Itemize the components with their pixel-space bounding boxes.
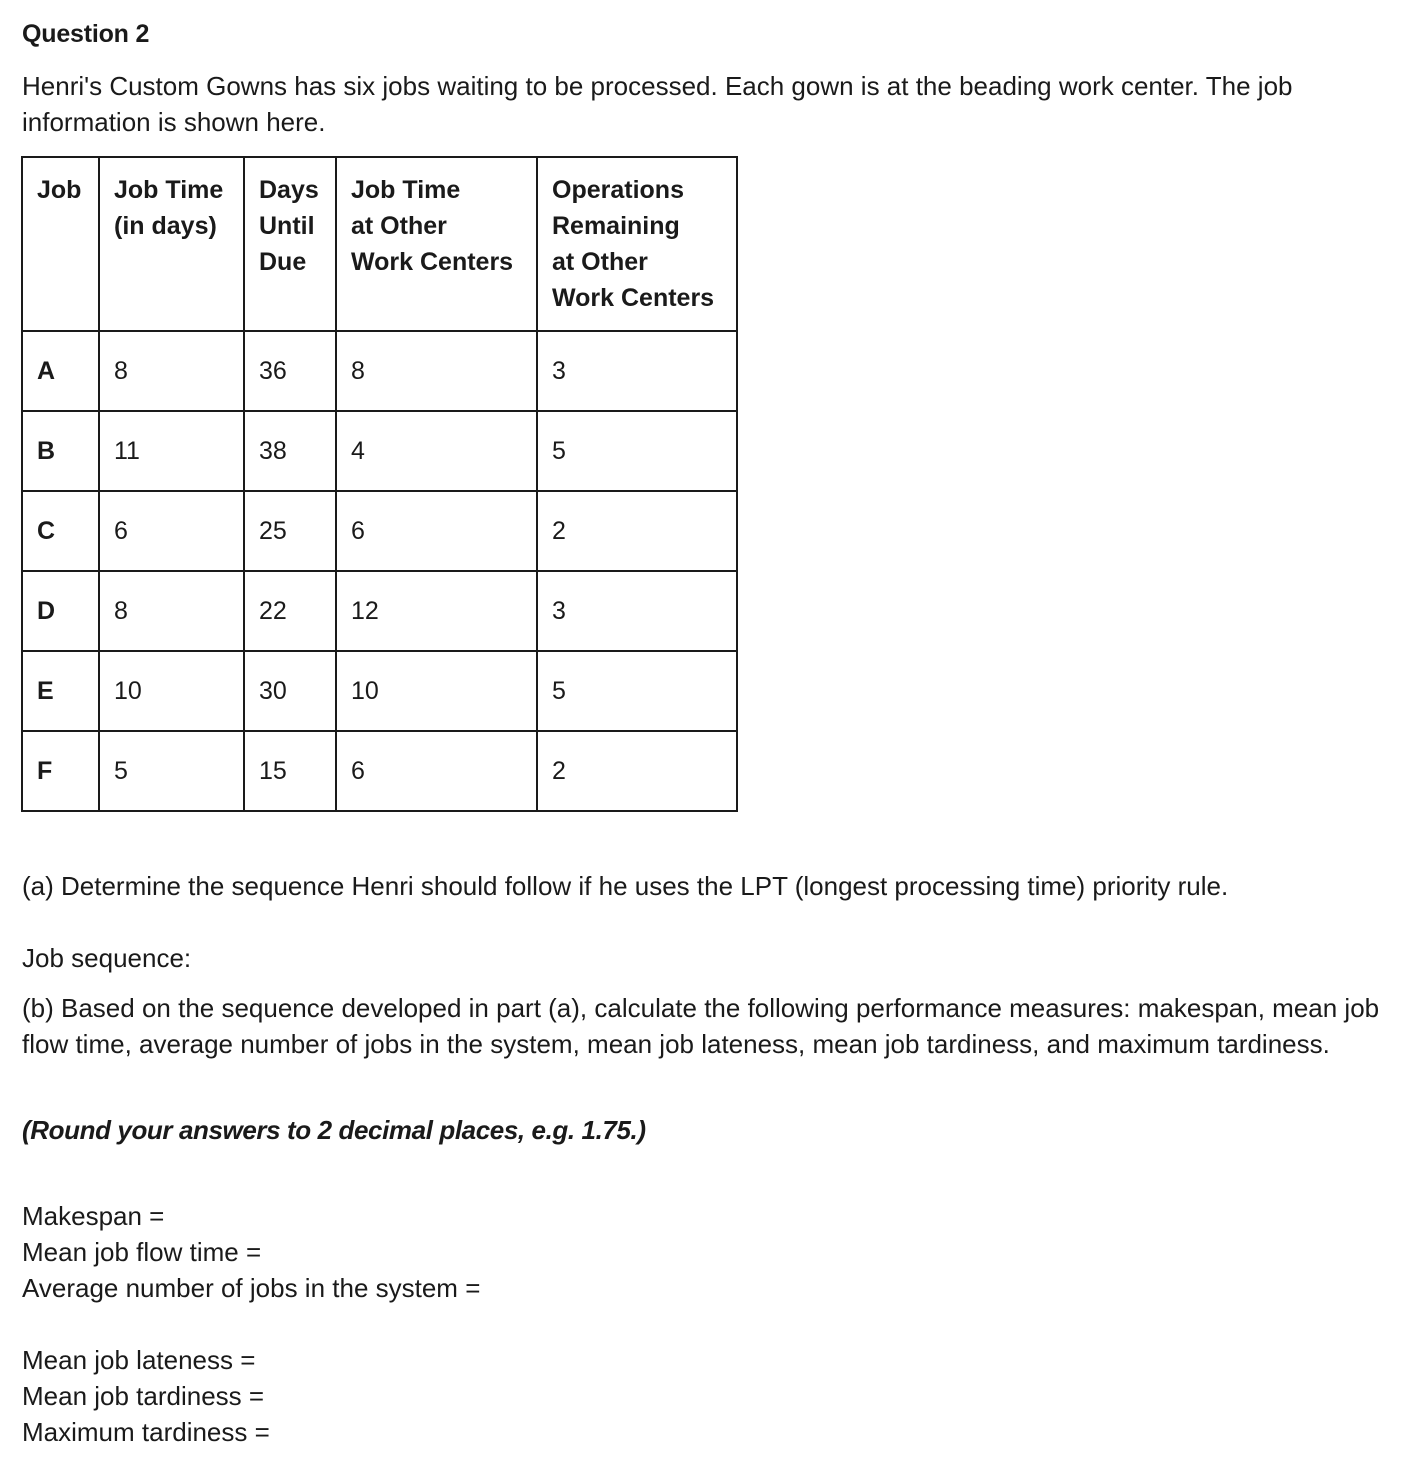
cell-job-time: 5: [99, 731, 244, 811]
part-a-prompt: (a) Determine the sequence Henri should follow if he uses the LPT (longest processing time) priority rule.: [22, 871, 1229, 901]
header-job-time: Job Time (in days): [99, 157, 244, 331]
cell-job-time: 8: [99, 331, 244, 411]
table-row: [22, 411, 737, 491]
cell-other-time: 6: [336, 731, 537, 811]
cell-days-until-due: 15: [244, 731, 336, 811]
cell-other-time: 4: [336, 411, 537, 491]
mean-tardiness-label: Mean job tardiness =: [22, 1381, 265, 1411]
header-job: Job: [22, 157, 99, 331]
cell-days-until-due: 38: [244, 411, 336, 491]
cell-job-time: 11: [99, 411, 244, 491]
cell-job: A: [22, 331, 99, 411]
makespan-label: Makespan =: [22, 1201, 165, 1231]
cell-operations-remaining: 5: [537, 411, 737, 491]
mean-flow-time-label: Mean job flow time =: [22, 1237, 262, 1267]
cell-operations-remaining: 5: [537, 651, 737, 731]
cell-job: D: [22, 571, 99, 651]
cell-operations-remaining: 2: [537, 731, 737, 811]
question-title: Question 2: [22, 20, 150, 48]
cell-job: B: [22, 411, 99, 491]
table-row: [22, 331, 737, 411]
rounding-instruction: (Round your answers to 2 decimal places, e.g. 1.75.): [22, 1115, 646, 1145]
cell-other-time: 12: [336, 571, 537, 651]
header-job-time-other-centers: Job Time at Other Work Centers: [336, 157, 537, 331]
cell-job: C: [22, 491, 99, 571]
mean-lateness-label: Mean job lateness =: [22, 1345, 256, 1375]
cell-job-time: 6: [99, 491, 244, 571]
cell-job-time: 10: [99, 651, 244, 731]
header-operations-remaining: Operations Remaining at Other Work Centers: [537, 157, 737, 331]
cell-days-until-due: 22: [244, 571, 336, 651]
part-b-prompt: (b) Based on the sequence developed in part (a), calculate the following performance measures: makespan, mean job flow time, average number of jobs in the system, mean job lateness, mean job tardiness, and maximum tardiness.: [22, 993, 1380, 1059]
cell-other-time: 6: [336, 491, 537, 571]
job-sequence-label: Job sequence:: [22, 943, 192, 973]
cell-job: F: [22, 731, 99, 811]
table-row: [22, 571, 737, 651]
cell-job: E: [22, 651, 99, 731]
average-jobs-label: Average number of jobs in the system =: [22, 1273, 481, 1303]
cell-operations-remaining: 2: [537, 491, 737, 571]
header-days-until-due: Days Until Due: [244, 157, 336, 331]
cell-job-time: 8: [99, 571, 244, 651]
cell-operations-remaining: 3: [537, 571, 737, 651]
cell-days-until-due: 36: [244, 331, 336, 411]
measures-group-flow: [22, 1198, 480, 1306]
max-tardiness-label: Maximum tardiness =: [22, 1417, 270, 1447]
cell-other-time: 10: [336, 651, 537, 731]
cell-days-until-due: 25: [244, 491, 336, 571]
table-row: [22, 731, 737, 811]
table-header-row: [22, 157, 737, 331]
measures-group-lateness: [22, 1342, 270, 1450]
cell-operations-remaining: 3: [537, 331, 737, 411]
question-intro: Henri's Custom Gowns has six jobs waiting to be processed. Each gown is at the beading work center. The job information is shown here.: [22, 71, 1293, 137]
cell-days-until-due: 30: [244, 651, 336, 731]
table-row: [22, 491, 737, 571]
job-information-table: [21, 156, 738, 812]
table-row: [22, 651, 737, 731]
cell-other-time: 8: [336, 331, 537, 411]
